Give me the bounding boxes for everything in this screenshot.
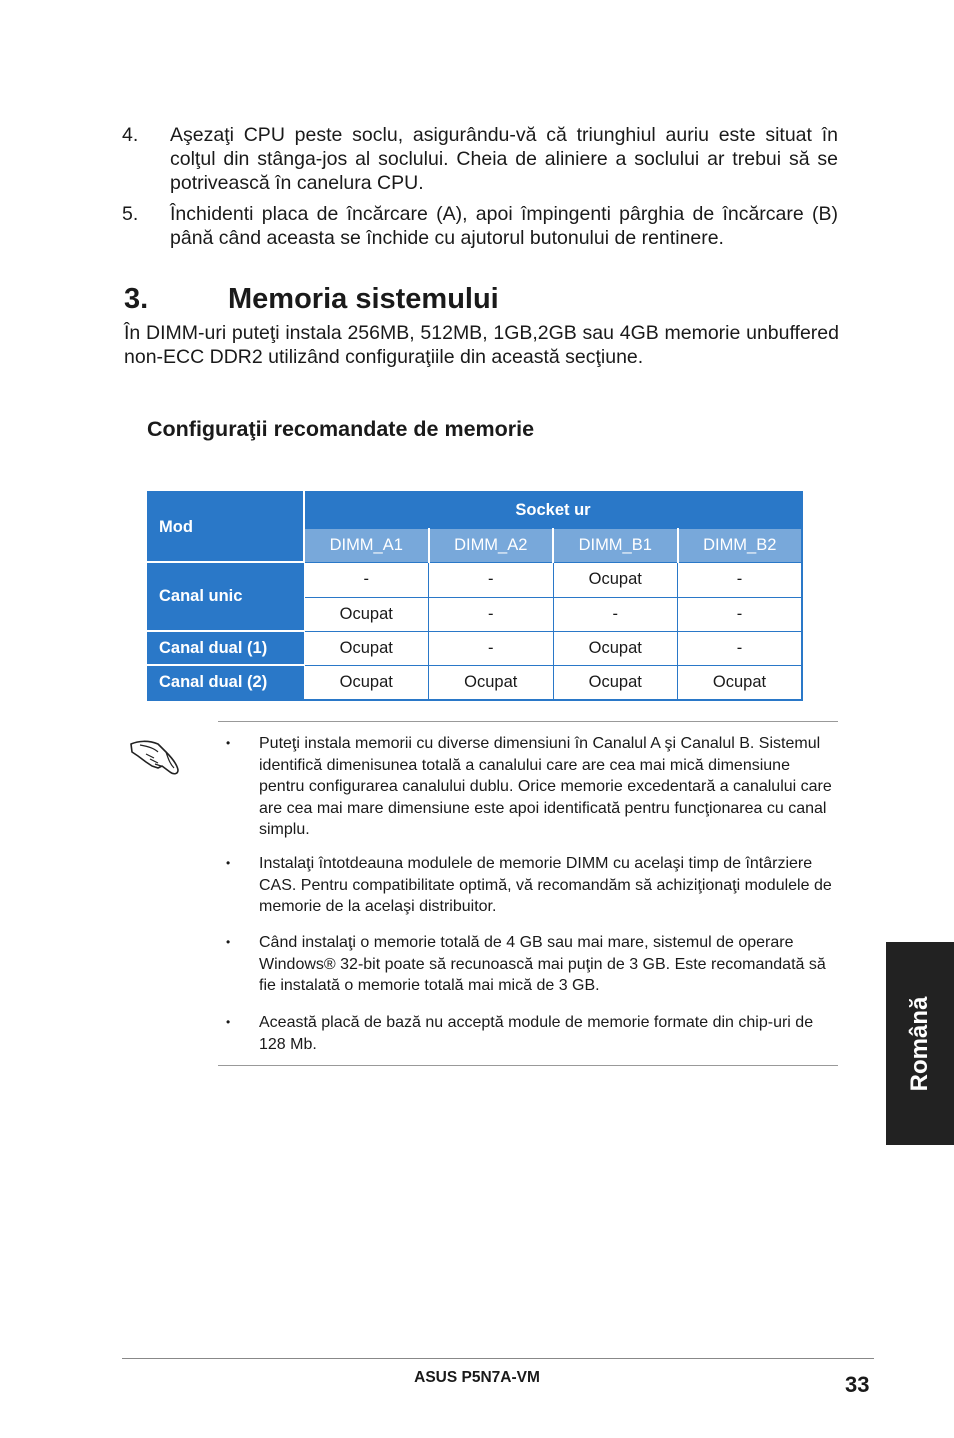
language-label: Română	[906, 996, 933, 1091]
step-5	[122, 202, 838, 250]
step-text: Închidenti placa de încărcare (A), apoi împingenti pârghia de încărcare (B) până când aceasta se închide cu ajutorul butonului de rentinere.	[170, 203, 838, 249]
table-cell: -	[678, 631, 803, 665]
note-item	[218, 853, 838, 918]
table-cell: Ocupat	[304, 631, 429, 665]
note-item	[218, 932, 838, 997]
note-text: Instalaţi întotdeauna modulele de memorie DIMM cu acelaşi timp de întârziere CAS. Pentru compatibilitate optimă, vă recomandăm să achiziţionaţi modulele de memorie de la acelaşi distribuitor.	[259, 855, 832, 915]
bullet-marker: •	[226, 935, 231, 949]
section-number: 3.	[124, 283, 149, 315]
row-header: Canal unic	[148, 562, 304, 631]
note-bottom-rule	[218, 1065, 838, 1066]
table-cell: -	[553, 597, 678, 631]
table-cell: Ocupat	[304, 597, 429, 631]
row-header: Canal dual (1)	[148, 631, 304, 665]
hand-pointer-icon	[128, 728, 182, 782]
step-text: Aşezaţi CPU peste soclu, asigurându-vă că triunghiul auriu este situat în colţul din stânga-jos al soclului. Cheia de aliniere a soclului ar trebui să se potrivească în canelura CPU.	[170, 124, 838, 194]
bullet-marker: •	[226, 736, 231, 750]
table-row	[148, 665, 802, 700]
column-header: DIMM_B1	[553, 528, 678, 562]
column-header: DIMM_B2	[678, 528, 803, 562]
table-cell: Ocupat	[678, 665, 803, 700]
table-cell: Ocupat	[304, 665, 429, 700]
note-top-rule	[218, 721, 838, 722]
section-title: Memoria sistemului	[228, 283, 499, 315]
note-text: Puteţi instala memorii cu diverse dimensiuni în Canalul A şi Canalul B. Sistemul identifică dimenisunea totală a canalului care are cea mai mică dimensiune pentru configurarea canalului dublu. Orice memorie excedentară a canalului care are cea mai mare dimensiune este apoi identificată pentru funcţionarea cu canal simplu.	[259, 735, 832, 838]
table-row	[148, 631, 802, 665]
table-cell: -	[678, 562, 803, 597]
note-text: Această placă de bază nu acceptă module de memorie formate din chip-uri de 128 Mb.	[259, 1014, 814, 1053]
table-cell: Ocupat	[553, 631, 678, 665]
table-cell: Ocupat	[429, 665, 554, 700]
footer-rule	[122, 1358, 874, 1359]
row-header: Canal dual (2)	[148, 665, 304, 700]
table-cell: -	[429, 631, 554, 665]
column-header: DIMM_A2	[429, 528, 554, 562]
note-text: Când instalaţi o memorie totală de 4 GB sau mai mare, sistemul de operare Windows® 32-bit poate să recunoască mai puţin de 3 GB. Este recomandată să fie instalată o memorie totală mai mică de 3 GB.	[259, 934, 826, 994]
step-number: 5.	[122, 203, 139, 225]
bullet-marker: •	[226, 1015, 231, 1029]
note-item	[218, 1012, 838, 1055]
table-cell: Ocupat	[553, 665, 678, 700]
table-cell: -	[429, 597, 554, 631]
note-item	[218, 733, 838, 841]
bullet-marker: •	[226, 856, 231, 870]
step-4	[122, 123, 838, 195]
subsection-title: Configuraţii recomandate de memorie	[147, 417, 535, 441]
memory-config-table	[147, 491, 803, 701]
page-number: 33	[845, 1372, 870, 1397]
table-cell: -	[304, 562, 429, 597]
language-side-tab	[886, 942, 954, 1145]
table-row	[148, 562, 802, 597]
table-header-mode: Mod	[148, 492, 304, 562]
column-header: DIMM_A1	[304, 528, 429, 562]
table-cell: Ocupat	[553, 562, 678, 597]
section-intro: În DIMM-uri puteţi instala 256MB, 512MB, 1GB,2GB sau 4GB memorie unbuffered non-ECC DDR2 utilizând configuraţiile din această secţiune.	[124, 322, 839, 368]
step-number: 4.	[122, 124, 139, 146]
table-cell: -	[678, 597, 803, 631]
table-cell: -	[429, 562, 554, 597]
table-header-socket: Socket ur	[304, 492, 802, 528]
footer-title: ASUS P5N7A-VM	[414, 1369, 540, 1386]
